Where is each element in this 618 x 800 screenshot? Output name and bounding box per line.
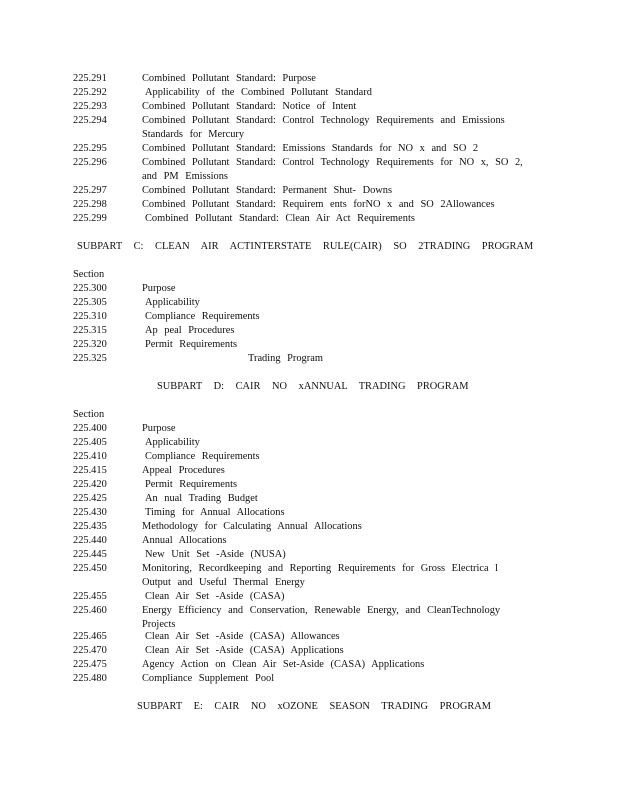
section-label: Section [73,269,105,280]
section-number: 225.460 [73,605,107,616]
section-title: Applicability [145,437,200,448]
section-number: 225.400 [73,423,107,434]
section-title: Annual Allocations [142,535,227,546]
section-number: 225.315 [73,325,107,336]
section-number: 225.455 [73,591,107,602]
section-title: Combined Pollutant Standard: Control Technology Requirements for NO x, SO 2, and PM Emissions [142,157,523,182]
section-number: 225.450 [73,563,107,574]
section-number: 225.440 [73,535,107,546]
section-title: Permit Requirements [145,479,238,490]
section-number: 225.305 [73,297,107,308]
section-number: 225.405 [73,437,107,448]
section-label: Section [73,409,105,420]
section-title: Combined Pollutant Standard: Permanent Shut- Downs [142,185,393,196]
section-number: 225.415 [73,465,107,476]
subpart-d-heading: SUBPART D: CAIR NO xANNUAL TRADING PROGRAM [157,381,469,392]
section-title: Combined Pollutant Standard: Clean Air Act Requirements [145,213,415,224]
section-number: 225.470 [73,645,107,656]
section-title: New Unit Set -Aside (NUSA) [145,549,286,560]
trading-program-label: Trading Program [248,353,323,364]
section-number: 225.325 [73,353,107,364]
section-number: 225.420 [73,479,107,490]
section-title: Combined Pollutant Standard: Control Technology Requirements and Emissions Standards for Mercury [142,115,505,140]
section-title: Energy Efficiency and Conservation, Renewable Energy, and CleanTechnology Projects [142,605,501,630]
section-number: 225.299 [73,213,107,224]
section-title: Appeal Procedures [142,465,225,476]
section-title: Combined Pollutant Standard: Purpose [142,73,316,84]
section-title: Methodology for Calculating Annual Allocations [142,521,362,532]
section-title: Purpose [142,423,176,434]
section-number: 225.298 [73,199,107,210]
section-title: Permit Requirements [145,339,238,350]
section-number: 225.291 [73,73,107,84]
subpart-c-heading: SUBPART C: CLEAN AIR ACTINTERSTATE RULE(CAIR) SO 2TRADING PROGRAM [77,241,534,252]
section-title: Monitoring, Recordkeeping and Reporting Requirements for Gross Electrica l Output and Useful Thermal Energy [142,563,499,588]
section-title: Clean Air Set -Aside (CASA) [145,591,285,602]
section-title: Applicability of the Combined Pollutant Standard [145,87,372,98]
section-title: Combined Pollutant Standard: Notice of Intent [142,101,357,112]
section-title: Clean Air Set -Aside (CASA) Allowances [145,631,340,642]
section-number: 225.293 [73,101,107,112]
section-number: 225.320 [73,339,107,350]
section-title: An nual Trading Budget [145,493,258,504]
section-number: 225.430 [73,507,107,518]
section-number: 225.480 [73,673,107,684]
section-number: 225.410 [73,451,107,462]
section-number: 225.310 [73,311,107,322]
section-title: Combined Pollutant Standard: Requirem ents forNO x and SO 2Allowances [142,199,495,210]
section-title: Purpose [142,283,176,294]
section-title: Combined Pollutant Standard: Emissions Standards for NO x and SO 2 [142,143,479,154]
section-title: Compliance Supplement Pool [142,673,275,684]
section-title: Clean Air Set -Aside (CASA) Applications [145,645,344,656]
section-title: Agency Action on Clean Air Set-Aside (CASA) Applications [142,659,425,670]
section-number: 225.295 [73,143,107,154]
subpart-e-heading: SUBPART E: CAIR NO xOZONE SEASON TRADING PROGRAM [137,701,492,712]
section-title: Timing for Annual Allocations [145,507,285,518]
section-number: 225.294 [73,115,107,126]
section-number: 225.425 [73,493,107,504]
section-number: 225.435 [73,521,107,532]
section-number: 225.465 [73,631,107,642]
section-number: 225.300 [73,283,107,294]
section-title: Ap peal Procedures [145,325,235,336]
section-number: 225.292 [73,87,107,98]
section-title: Compliance Requirements [145,311,260,322]
section-number: 225.445 [73,549,107,560]
section-title: Compliance Requirements [145,451,260,462]
section-number: 225.297 [73,185,107,196]
section-title: Applicability [145,297,200,308]
section-number: 225.475 [73,659,107,670]
section-number: 225.296 [73,157,107,168]
